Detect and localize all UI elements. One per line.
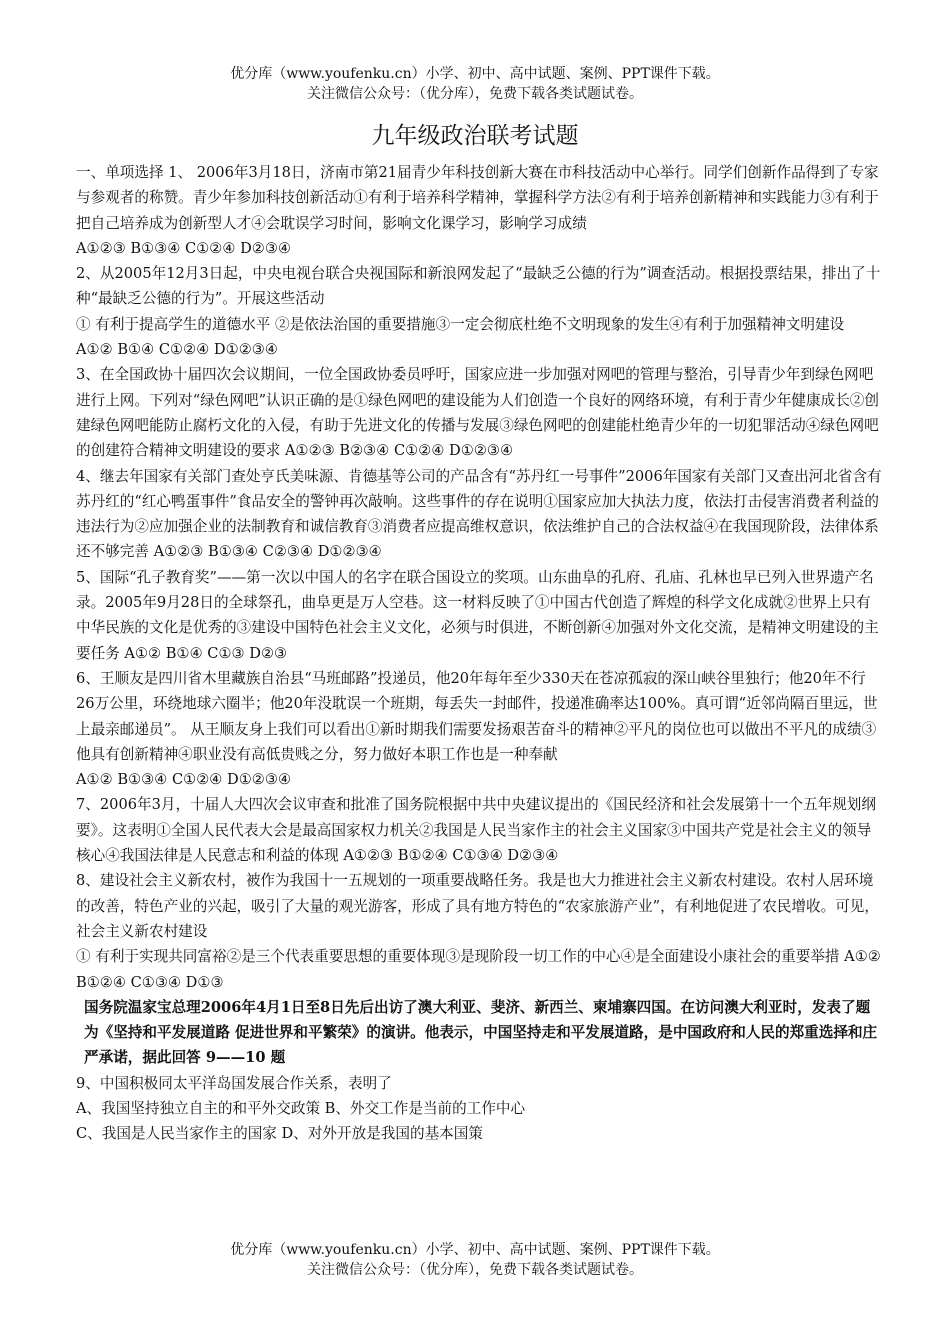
question-9-options-ab: A、我国坚持独立自主的和平外交政策 B、外交工作是当前的工作中心 (76, 1099, 526, 1117)
question-7: 7、2006年3月，十届人大四次会议审查和批准了国务院根据中共中央建议提出的《国民经济和社会发展第十一个五年规划纲要》。这表明①全国人民代表大会是最高国家权力机关②我国是人民当家作主的社会主义国家③中国共产党是社会主义的领导核心④我国法律是人民意志和利益的体现 A①②③ B①②④ C①③④ D②③④ (76, 796, 876, 865)
page-footer (0, 1240, 950, 1280)
question-1-options: A①②③ B①③④ C①②④ D②③④ (76, 239, 292, 257)
header-line-2: 关注微信公众号：（优分库），免费下载各类试题试卷。 (307, 86, 643, 102)
question-2: 2、从2005年12月3日起，中央电视台联合央视国际和新浪网发起了“最缺乏公德的行为”调查活动。根据投票结果，排出了十种“最缺乏公德的行为”。开展这些活动 (76, 265, 881, 308)
material-passage: 国务院温家宝总理2006年4月1日至8日先后出访了澳大利亚、斐济、新西兰、柬埔寨四国。在访问澳大利亚时，发表了题为《坚持和平发展道路 促进世界和平繁荣》的演讲。他表示，中国坚持走和平发展道路，是中国政府和人民的郑重选择和庄严承诺，据此回答 9——10 题 (84, 998, 878, 1067)
question-3: 3、在全国政协十届四次会议期间，一位全国政协委员呼吁，国家应进一步加强对网吧的管理与整治，引导青少年到绿色网吧进行上网。下列对“绿色网吧”认识正确的是①绿色网吧的建设能为人们创造一个良好的网络环境，有利于青少年健康成长②创建绿色网吧能防止腐朽文化的入侵，有助于先进文化的传播与发展③绿色网吧的创建能杜绝青少年的一切犯罪活动④绿色网吧的创建符合精神文明建设的要求 A①②③ B②③④ C①②④ D①②③④ (76, 366, 879, 460)
footer-line-1: 优分库（www.youfenku.cn）小学、初中、高中试题、案例、PPT课件下载。 (230, 1242, 720, 1258)
question-4: 4、继去年国家有关部门查处亨氏美味源、肯德基等公司的产品含有“苏丹红一号事件”2006年国家有关部门又查出河北省含有苏丹红的“红心鸭蛋事件”食品安全的警钟再次敲响。这些事件的存在说明①国家应加大执法力度，依法打击侵害消费者利益的违法行为②应加强企业的法制教育和诚信教育③消费者应提高维权意识，依法维护自己的合法权益④在我国现阶段，法律体系还不够完善 A①②③ B①③④ C②③④ D①②③④ (76, 467, 882, 561)
question-5: 5、国际“孔子教育奖”——第一次以中国人的名字在联合国设立的奖项。山东曲阜的孔府、孔庙、孔林也早已列入世界遗产名录。2005年9月28日的全球祭孔，曲阜更是万人空巷。这一材料反映了①中国古代创造了辉煌的科学文化成就②世界上只有中华民族的文化是优秀的③建设中国特色社会主义文化，必须与时俱进，不断创新④加强对外文化交流，是精神文明建设的主要任务 A①② B①④ C①③ D②③ (76, 568, 879, 662)
footer-line-2: 关注微信公众号：（优分库），免费下载各类试题试卷。 (307, 1262, 643, 1278)
question-8: 8、建设社会主义新农村，被作为我国十一五规划的一项重要战略任务。我是也大力推进社会主义新农村建设。农村人居环境的改善，特色产业的兴起，吸引了大量的观光游客，形成了具有地方特色的“农家旅游产业”，有利地促进了农民增收。可见，社会主义新农村建设 (76, 872, 879, 940)
question-9: 9、中国积极同太平洋岛国发展合作关系，表明了 (76, 1074, 392, 1092)
question-8-statements: ① 有利于实现共同富裕②是三个代表重要思想的重要体现③是现阶段一切工作的中心④是全面建设小康社会的重要举措 A①② B①②④ C①③④ D①③ (76, 948, 881, 991)
document-title: 九年级政治联考试题 (371, 123, 579, 149)
question-6: 6、王顺友是四川省木里藏族自治县“马班邮路”投递员，他20年每年至少330天在苍凉孤寂的深山峡谷里独行；他20年不行26万公里，环绕地球六圈半；他20年没耽误一个班期，每丢失一封邮件，投递准确率达100%。真可谓“近邻尚隔百里远，世上最亲邮递员”。 从王顺友身上我们可以看出①新时期我们需要发扬艰苦奋斗的精神②平凡的岗位也可以做出不平凡的成绩③他具有创新精神④职业没有高低贵贱之分，努力做好本职工作也是一种奉献 (76, 669, 878, 763)
question-2-statements: ① 有利于提高学生的道德水平 ②是依法治国的重要措施③一定会彻底杜绝不文明现象的发生④有利于加强精神文明建设 A①② B①④ C①②④ D①②③④ (76, 315, 845, 359)
page-header (0, 64, 950, 104)
question-9-options-cd: C、我国是人民当家作主的国家 D、对外开放是我国的基本国策 (76, 1125, 483, 1143)
question-1: 一、单项选择 1、 2006年3月18日，济南市第21届青少年科技创新大赛在市科技活动中心举行。同学们创新作品得到了专家与参观者的称赞。青少年参加科技创新活动①有利于培养科学精神，掌握科学方法②有利于培养创新精神和实践能力③有利于把自己培养成为创新型人才④会耽误学习时间，影响文化课学习，影响学习成绩 (76, 164, 879, 232)
header-line-1: 优分库（www.youfenku.cn）小学、初中、高中试题、案例、PPT课件下载。 (230, 66, 720, 82)
question-6-options: A①② B①③④ C①②④ D①②③④ (76, 771, 292, 789)
document-body (76, 160, 884, 1147)
